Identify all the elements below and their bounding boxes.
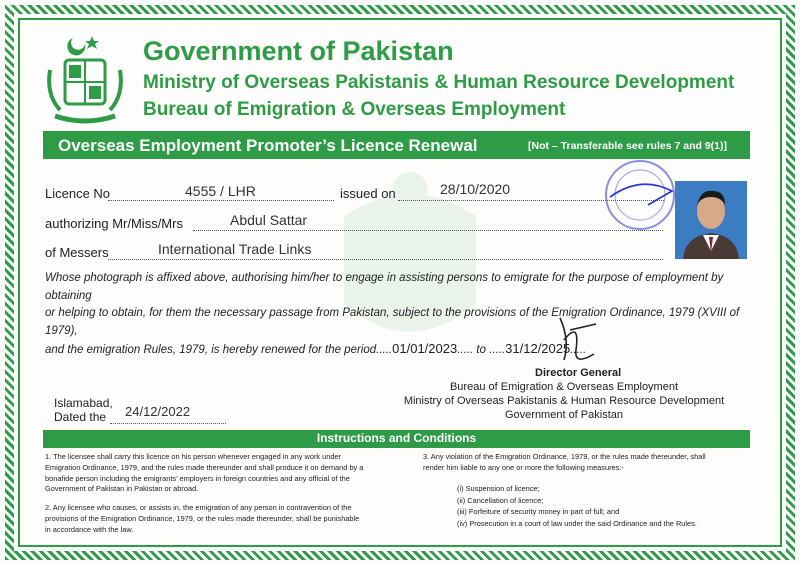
licensee-photo [675, 181, 747, 259]
instructions-title: Instructions and Conditions [316, 431, 477, 445]
licence-no-label: Licence No [45, 186, 111, 201]
messers-value: International Trade Links [158, 241, 312, 257]
authorizing-label: authorizing Mr/Miss/Mrs [45, 216, 183, 231]
protector-stamp-icon [600, 155, 680, 235]
bureau-title: Bureau of Emigration & Overseas Employment [143, 99, 566, 120]
transferable-note: [Not – Transferable see rules 7 and 9(1)] [528, 140, 727, 152]
licence-title: Overseas Employment Promoter’s Licence Renewal [58, 136, 478, 155]
dated-value: 24/12/2022 [125, 404, 191, 419]
signatory-ministry: Ministry of Overseas Pakistanis & Human Resource Development [403, 395, 725, 407]
statement-line-3-text: and the emigration Rules, 1979, is hereby renewed for the period [45, 344, 377, 356]
period-from: 01/01/2023 [392, 341, 458, 356]
measure-item: (ii) Cancellation of licence; [457, 495, 544, 505]
condition-3: 3. Any violation of the Emigration Ordinance, 1979, or the rules made thereunder, shall render him liable to any one or more the following measures:- [423, 452, 706, 472]
statement-line-1: Whose photograph is affixed above, authorising him/her to engage in assisting persons to emigrate for the purpose of employment by obtaining [45, 272, 724, 302]
dated-label: Dated the [54, 410, 107, 424]
ministry-title: Ministry of Overseas Pakistanis & Human Resource Development [143, 72, 735, 93]
government-title: Government of Pakistan [143, 36, 454, 66]
statement-line-2: or helping to obtain, for them the necessary passage from Pakistan, subject to the provisions of the Emigration Ordinance, 1979 (XVIII of 1979), [45, 307, 740, 337]
condition-1: 1. The licensee shall carry this licence on his person whenever engaged in any work under Emigration Ordinance, 1979, and the rules made thereunder and shall produce it on demand by a bonafide person including the emigrants’ employers in foreign countries and any official of the Government of Pakistan in Pakistan or abroad. [45, 452, 364, 494]
condition-2: 2. Any licensee who causes, or assists in, the emigration of any person in contravention of the provisions of the Emigration Ordinance, 1979, or the rules made thereunder, shall be punishable in accordance with the law. [45, 503, 360, 534]
director-general-title: Director General [535, 367, 622, 379]
period-to-label: to [476, 344, 486, 356]
licence-no-value: 4555 / LHR [185, 183, 256, 199]
measure-item: (iv) Prosecution in a court of law under the said Ordinance and the Rules. [457, 518, 697, 528]
period-to: 31/12/2025 [505, 341, 571, 356]
measure-item: (i) Suspension of licence; [457, 484, 540, 493]
authorizing-value: Abdul Sattar [230, 212, 308, 228]
signatory-bureau: Bureau of Emigration & Overseas Employment [449, 381, 679, 393]
issued-on-label: issued on [340, 186, 396, 201]
state-emblem-icon [40, 30, 130, 130]
licence-statement [45, 270, 760, 360]
signatory-government: Government of Pakistan [504, 409, 623, 421]
measures-list [457, 483, 757, 529]
measure-item: (iii) Forfeiture of security money in part of full; and [457, 507, 620, 516]
signature-icon [550, 310, 610, 370]
statement-line-3: and the emigration Rules, 1979, is hereby renewed for the period.....01/01/2023..... to .....31/12/2025..... [45, 341, 587, 356]
place-city: Islamabad, [54, 396, 113, 410]
issued-on-value: 28/10/2020 [440, 181, 511, 197]
messers-label: of Messers [45, 245, 109, 260]
